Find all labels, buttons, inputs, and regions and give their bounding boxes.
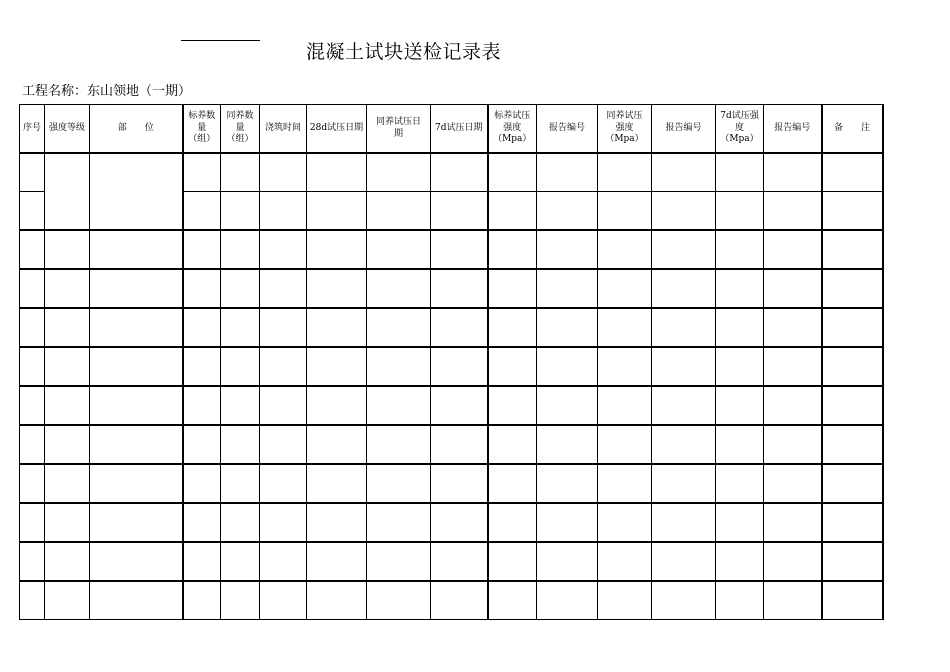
table-cell[interactable] — [431, 347, 488, 386]
table-cell[interactable] — [260, 230, 307, 269]
table-cell[interactable] — [822, 581, 883, 620]
table-cell[interactable] — [716, 503, 764, 542]
table-cell[interactable] — [183, 153, 221, 192]
header-label: （组） — [226, 134, 254, 145]
table-cell[interactable] — [716, 308, 764, 347]
table-cell[interactable] — [20, 192, 45, 231]
table-cell[interactable] — [183, 503, 221, 542]
column-header — [45, 105, 90, 154]
table-cell[interactable] — [431, 425, 488, 464]
table-cell[interactable] — [652, 347, 716, 386]
table-cell[interactable] — [183, 464, 221, 503]
table-cell[interactable] — [260, 269, 307, 308]
table-row — [20, 542, 883, 581]
table-cell[interactable] — [260, 308, 307, 347]
table-cell[interactable] — [367, 153, 431, 192]
table-cell[interactable] — [221, 153, 260, 192]
column-header — [20, 105, 45, 154]
table-cell[interactable] — [822, 269, 883, 308]
header-label: 报告编号 — [774, 122, 811, 133]
table-cell[interactable] — [598, 464, 652, 503]
table-cell[interactable] — [367, 503, 431, 542]
table-cell[interactable] — [764, 464, 822, 503]
table-cell[interactable] — [652, 308, 716, 347]
table-header-row — [20, 105, 883, 154]
table-cell[interactable] — [307, 269, 367, 308]
table-cell[interactable] — [537, 425, 598, 464]
table-cell[interactable] — [598, 192, 652, 231]
table-cell[interactable] — [598, 153, 652, 192]
table-cell[interactable] — [598, 269, 652, 308]
header-label: （组） — [188, 134, 216, 145]
table-cell[interactable] — [307, 230, 367, 269]
table-cell[interactable] — [488, 581, 537, 620]
table-cell[interactable] — [652, 153, 716, 192]
project-name: 工程名称：东山领地（一期） — [22, 84, 192, 99]
table-cell[interactable] — [260, 464, 307, 503]
table-cell[interactable] — [822, 308, 883, 347]
table-cell[interactable] — [183, 425, 221, 464]
table-cell[interactable] — [90, 230, 183, 269]
table-cell[interactable] — [822, 347, 883, 386]
page-title: 混凝土试块送检记录表 — [306, 41, 502, 63]
table-cell[interactable] — [488, 425, 537, 464]
table-row — [20, 386, 883, 425]
column-header — [537, 105, 598, 154]
column-header — [221, 105, 260, 154]
table-cell[interactable] — [221, 581, 260, 620]
table-cell[interactable] — [537, 347, 598, 386]
table-cell[interactable] — [431, 308, 488, 347]
table-row — [20, 230, 883, 269]
table-cell[interactable] — [537, 386, 598, 425]
table-cell[interactable] — [20, 542, 45, 581]
table-cell[interactable] — [367, 230, 431, 269]
table-cell[interactable] — [488, 347, 537, 386]
table-cell[interactable] — [260, 503, 307, 542]
table-cell[interactable] — [716, 542, 764, 581]
table-cell[interactable] — [183, 269, 221, 308]
header-label: 序号 — [22, 122, 41, 133]
header-label: （Mpa） — [605, 134, 644, 145]
table-cell[interactable] — [537, 503, 598, 542]
header-label: 报告编号 — [665, 122, 702, 133]
table-cell[interactable] — [307, 308, 367, 347]
table-cell[interactable] — [652, 503, 716, 542]
table-cell[interactable] — [764, 425, 822, 464]
table-cell[interactable] — [260, 425, 307, 464]
table-cell[interactable] — [537, 230, 598, 269]
table-cell[interactable] — [537, 308, 598, 347]
column-header — [307, 105, 367, 154]
table-cell[interactable] — [652, 581, 716, 620]
table-cell[interactable] — [20, 269, 45, 308]
table-cell[interactable] — [488, 192, 537, 231]
table-cell[interactable] — [652, 269, 716, 308]
table-cell[interactable] — [90, 386, 183, 425]
table-cell[interactable] — [764, 269, 822, 308]
table-cell[interactable] — [367, 347, 431, 386]
table-row — [20, 503, 883, 542]
table-cell[interactable] — [183, 542, 221, 581]
table-cell[interactable] — [367, 192, 431, 231]
table-cell[interactable] — [260, 542, 307, 581]
table-cell[interactable] — [260, 386, 307, 425]
header-label: 量 — [197, 122, 207, 133]
table-cell[interactable] — [488, 542, 537, 581]
table-cell[interactable] — [764, 386, 822, 425]
table-cell[interactable] — [90, 308, 183, 347]
table-cell[interactable] — [183, 308, 221, 347]
table-cell[interactable] — [90, 503, 183, 542]
table-cell[interactable] — [822, 425, 883, 464]
header-label: 期 — [393, 128, 403, 139]
table-row — [20, 425, 883, 464]
table-cell[interactable] — [20, 153, 45, 192]
table-cell[interactable] — [537, 269, 598, 308]
table-cell[interactable] — [598, 503, 652, 542]
table-cell[interactable] — [367, 464, 431, 503]
table-cell[interactable] — [431, 153, 488, 192]
table-row — [20, 347, 883, 386]
table-cell[interactable] — [764, 308, 822, 347]
table-cell[interactable] — [488, 308, 537, 347]
table-cell[interactable] — [20, 503, 45, 542]
header-label: 同养数 — [226, 111, 254, 122]
header-label: 部 位 — [117, 122, 154, 133]
column-header — [822, 105, 883, 154]
table-cell[interactable] — [260, 581, 307, 620]
table-cell[interactable] — [90, 542, 183, 581]
table-cell[interactable] — [221, 269, 260, 308]
table-cell[interactable] — [537, 464, 598, 503]
header-label: 量 — [235, 122, 245, 133]
table-cell[interactable] — [652, 230, 716, 269]
table-cell[interactable] — [764, 192, 822, 231]
table-cell[interactable] — [221, 464, 260, 503]
table-cell[interactable] — [367, 542, 431, 581]
table-cell[interactable] — [598, 425, 652, 464]
header-label: 标养数 — [188, 111, 216, 122]
table-cell[interactable] — [221, 542, 260, 581]
table-cell[interactable] — [183, 230, 221, 269]
header-label: 同养试压日 — [375, 117, 421, 127]
table-cell[interactable] — [221, 192, 260, 231]
table-row — [20, 308, 883, 347]
table-cell[interactable] — [431, 503, 488, 542]
table-cell[interactable] — [183, 347, 221, 386]
table-cell[interactable] — [716, 230, 764, 269]
table-cell[interactable] — [221, 347, 260, 386]
header-label: 7d试压强 — [720, 111, 759, 122]
table-row — [20, 581, 883, 620]
table-cell[interactable] — [45, 308, 90, 347]
table-cell[interactable] — [716, 464, 764, 503]
table-cell[interactable] — [537, 542, 598, 581]
table-cell[interactable] — [20, 230, 45, 269]
table-cell[interactable] — [45, 464, 90, 503]
table-cell[interactable] — [822, 230, 883, 269]
table-cell[interactable] — [307, 153, 367, 192]
table-cell[interactable] — [598, 542, 652, 581]
header-label: 7d试压日期 — [435, 122, 483, 133]
table-cell[interactable] — [598, 230, 652, 269]
column-header — [183, 105, 221, 154]
table-cell[interactable] — [822, 503, 883, 542]
table-cell[interactable] — [764, 542, 822, 581]
table-cell[interactable] — [367, 425, 431, 464]
table-cell[interactable] — [822, 192, 883, 231]
column-header — [431, 105, 488, 154]
table-cell[interactable] — [431, 464, 488, 503]
table-cell[interactable] — [598, 386, 652, 425]
table-cell[interactable] — [488, 230, 537, 269]
table-cell[interactable] — [45, 153, 90, 230]
table-cell[interactable] — [90, 153, 183, 230]
column-header — [367, 105, 431, 154]
table-cell[interactable] — [183, 386, 221, 425]
table-cell[interactable] — [45, 230, 90, 269]
table-cell[interactable] — [488, 464, 537, 503]
table-cell[interactable] — [183, 192, 221, 231]
table-cell[interactable] — [90, 269, 183, 308]
header-label: 28d试压日期 — [309, 122, 364, 133]
table-cell[interactable] — [764, 230, 822, 269]
header-label: 强度等级 — [48, 122, 85, 133]
table-cell[interactable] — [20, 464, 45, 503]
table-cell[interactable] — [716, 581, 764, 620]
table-cell[interactable] — [307, 347, 367, 386]
table-cell[interactable] — [45, 425, 90, 464]
table-cell[interactable] — [598, 347, 652, 386]
record-table — [19, 104, 884, 620]
table-cell[interactable] — [221, 386, 260, 425]
table-cell[interactable] — [652, 192, 716, 231]
table-cell[interactable] — [764, 581, 822, 620]
table-cell[interactable] — [716, 269, 764, 308]
header-label: 度 — [734, 122, 744, 133]
table-cell[interactable] — [822, 464, 883, 503]
table-cell[interactable] — [716, 347, 764, 386]
table-row — [20, 153, 883, 192]
table-cell[interactable] — [488, 153, 537, 192]
table-cell[interactable] — [90, 581, 183, 620]
column-header — [488, 105, 537, 154]
table-cell[interactable] — [652, 542, 716, 581]
table-cell[interactable] — [260, 153, 307, 192]
table-cell[interactable] — [367, 269, 431, 308]
table-cell[interactable] — [307, 464, 367, 503]
table-cell[interactable] — [45, 581, 90, 620]
table-cell[interactable] — [652, 386, 716, 425]
table-cell[interactable] — [20, 386, 45, 425]
table-cell[interactable] — [716, 153, 764, 192]
table-cell[interactable] — [221, 503, 260, 542]
header-label: （Mpa） — [493, 134, 532, 145]
table-cell[interactable] — [716, 192, 764, 231]
table-cell[interactable] — [652, 464, 716, 503]
table-cell[interactable] — [45, 269, 90, 308]
table-cell[interactable] — [822, 386, 883, 425]
column-header — [598, 105, 652, 154]
table-cell[interactable] — [431, 386, 488, 425]
table-cell[interactable] — [488, 503, 537, 542]
table-cell[interactable] — [221, 230, 260, 269]
table-cell[interactable] — [20, 581, 45, 620]
header-label: 同养试压 — [606, 111, 643, 122]
table-cell[interactable] — [488, 269, 537, 308]
table-cell[interactable] — [716, 425, 764, 464]
table-cell[interactable] — [307, 192, 367, 231]
header-label: 强度 — [503, 122, 522, 133]
table-cell[interactable] — [260, 347, 307, 386]
header-label: 浇筑时间 — [264, 122, 301, 133]
table-row — [20, 464, 883, 503]
table-cell[interactable] — [598, 308, 652, 347]
table-cell[interactable] — [367, 581, 431, 620]
table-cell[interactable] — [90, 425, 183, 464]
header-label: 强度 — [615, 122, 634, 133]
table-cell[interactable] — [307, 386, 367, 425]
table-cell[interactable] — [20, 347, 45, 386]
table-cell[interactable] — [537, 153, 598, 192]
table-cell[interactable] — [367, 308, 431, 347]
table-cell[interactable] — [764, 503, 822, 542]
table-cell[interactable] — [716, 386, 764, 425]
table-cell[interactable] — [488, 386, 537, 425]
table-cell[interactable] — [307, 503, 367, 542]
table-cell[interactable] — [20, 425, 45, 464]
table-cell[interactable] — [431, 581, 488, 620]
table-row — [20, 269, 883, 308]
header-label: 报告编号 — [548, 122, 585, 133]
table-cell[interactable] — [45, 386, 90, 425]
table-cell[interactable] — [764, 347, 822, 386]
column-header — [764, 105, 822, 154]
table-cell[interactable] — [45, 542, 90, 581]
table-cell[interactable] — [221, 425, 260, 464]
table-cell[interactable] — [45, 347, 90, 386]
table-cell[interactable] — [431, 230, 488, 269]
column-header — [260, 105, 307, 154]
table-cell[interactable] — [90, 464, 183, 503]
table-cell[interactable] — [431, 269, 488, 308]
column-header — [716, 105, 764, 154]
table-cell[interactable] — [652, 425, 716, 464]
table-cell[interactable] — [598, 581, 652, 620]
table-cell[interactable] — [537, 581, 598, 620]
table-cell[interactable] — [307, 542, 367, 581]
table-cell[interactable] — [20, 308, 45, 347]
table-cell[interactable] — [183, 581, 221, 620]
table-cell[interactable] — [260, 192, 307, 231]
table-cell[interactable] — [431, 192, 488, 231]
column-header — [652, 105, 716, 154]
table-cell[interactable] — [307, 581, 367, 620]
table-cell[interactable] — [90, 347, 183, 386]
table-cell[interactable] — [764, 153, 822, 192]
column-header — [90, 105, 183, 154]
header-rule — [181, 40, 260, 41]
header-label: 标养试压 — [494, 111, 531, 122]
table-cell[interactable] — [822, 542, 883, 581]
header-label: （Mpa） — [720, 134, 759, 145]
table-cell[interactable] — [822, 153, 883, 192]
table-cell[interactable] — [45, 503, 90, 542]
table-cell[interactable] — [431, 542, 488, 581]
table-cell[interactable] — [367, 386, 431, 425]
table-cell[interactable] — [537, 192, 598, 231]
header-label: 备 注 — [833, 122, 870, 133]
table-cell[interactable] — [221, 308, 260, 347]
table-cell[interactable] — [307, 425, 367, 464]
